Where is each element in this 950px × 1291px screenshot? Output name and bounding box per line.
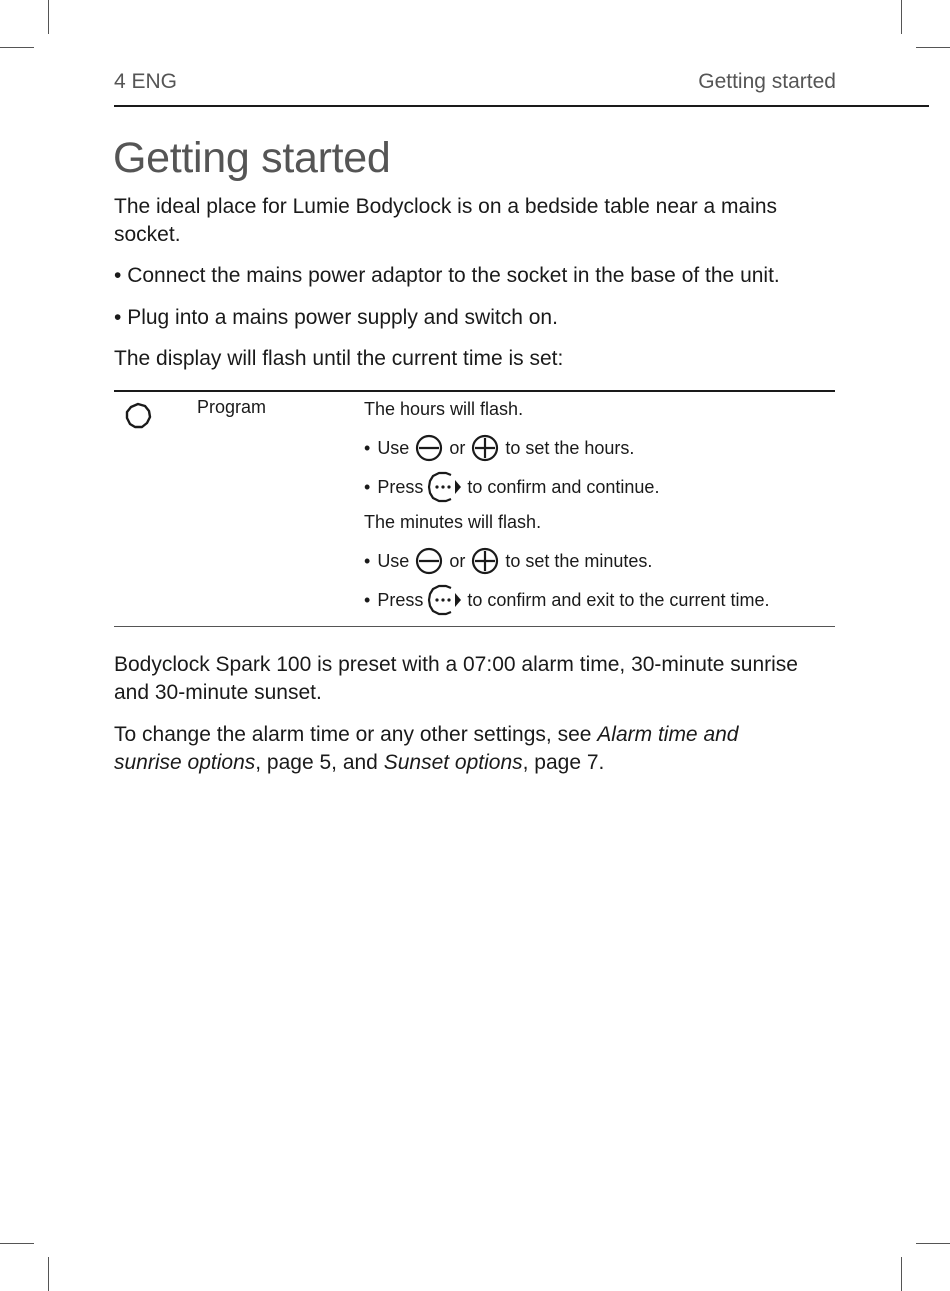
minus-button-icon <box>415 434 443 462</box>
alarm-options-reference: Alarm time and sunrise options <box>114 723 739 774</box>
crop-mark <box>901 0 902 34</box>
table-bottom-rule <box>114 626 835 627</box>
page-title: Getting started <box>113 134 391 182</box>
bullet-item: • Plug into a mains power supply and switch on. <box>114 306 558 329</box>
crop-mark <box>0 1243 34 1244</box>
enter-button-icon <box>427 584 463 616</box>
set-minutes-step: • Use or to set the minutes. <box>364 547 652 575</box>
hours-flash-text: The hours will flash. <box>364 398 524 419</box>
set-hours-step: • Use or to set the hours. <box>364 434 634 462</box>
sunset-options-reference: Sunset options <box>383 751 523 774</box>
confirm-minutes-step: • Press to confirm and exit to the current time. <box>364 586 769 614</box>
crop-mark <box>48 1257 49 1291</box>
table-top-rule <box>114 390 835 392</box>
crop-mark <box>901 1257 902 1291</box>
crop-mark <box>0 47 34 48</box>
page-number: 4 ENG <box>114 70 178 93</box>
minus-button-icon <box>415 547 443 575</box>
preset-paragraph: Bodyclock Spark 100 is preset with a 07:00 alarm time, 30-minute sunrise and 30-minute sunset. <box>114 653 798 704</box>
intro-paragraph: The ideal place for Lumie Bodyclock is on a bedside table near a mains socket. <box>114 195 778 246</box>
running-head <box>114 70 836 94</box>
plus-button-icon <box>471 547 499 575</box>
action-label: Program <box>197 397 267 417</box>
crop-mark <box>916 47 950 48</box>
enter-button-icon <box>427 471 463 503</box>
settings-paragraph: To change the alarm time or any other settings, see Alarm time and sunrise options, page 5, and Sunset options, page 7. <box>114 723 739 774</box>
header-rule <box>114 105 929 107</box>
bullet-item: • Connect the mains power adaptor to the socket in the base of the unit. <box>114 264 780 287</box>
minutes-flash-text: The minutes will flash. <box>364 511 542 532</box>
program-button-icon <box>124 402 152 435</box>
display-note: The display will flash until the current time is set: <box>114 347 564 370</box>
confirm-hours-step: • Press to confirm and continue. <box>364 473 659 501</box>
crop-mark <box>916 1243 950 1244</box>
plus-button-icon <box>471 434 499 462</box>
section-name: Getting started <box>698 70 836 93</box>
crop-mark <box>48 0 49 34</box>
